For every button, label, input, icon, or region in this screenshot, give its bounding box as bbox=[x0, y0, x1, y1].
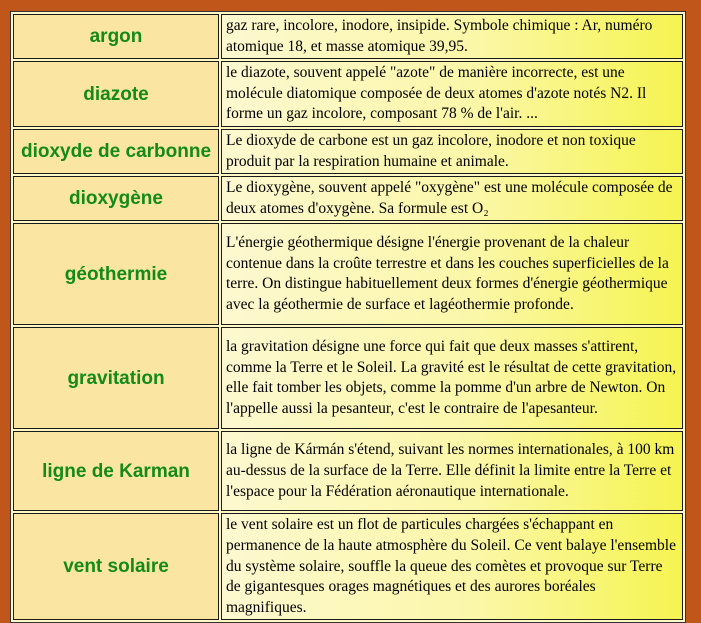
definition-cell: Le dioxyde de carbone est un gaz incolore, inodore et non toxique produit par la respiration humaine et animale. bbox=[221, 129, 683, 174]
table-row bbox=[13, 513, 683, 620]
definition-cell: le vent solaire est un flot de particules chargées s'échappant en permanence de la haute atmosphère du Soleil. Ce vent balaye l'ensemble du système solaire, souffle la queue des comètes et provoque sur Terre de gigantesques orages magnétiques et des aurores boréales magnifiques. bbox=[221, 513, 683, 620]
definition-cell: Le dioxygène, souvent appelé "oxygène" est une molécule composée de deux atomes d'oxygène. Sa formule est O₂ bbox=[221, 176, 683, 221]
term-cell: gravitation bbox=[13, 327, 219, 429]
term-cell: diazote bbox=[13, 61, 219, 127]
term-cell: vent solaire bbox=[13, 513, 219, 620]
table-row bbox=[13, 129, 683, 174]
term-cell: dioxygène bbox=[13, 176, 219, 221]
term-cell: ligne de Karman bbox=[13, 431, 219, 511]
definition-cell: la ligne de Kármán s'étend, suivant les normes internationales, à 100 km au-dessus de la surface de la Terre. Elle définit la limite entre la Terre et l'espace pour la Fédération aéronautique internationale. bbox=[221, 431, 683, 511]
table-row bbox=[13, 176, 683, 221]
definition-cell: le diazote, souvent appelé "azote" de manière incorrecte, est une molécule diatomique composée de deux atomes d'azote notés N2. Il forme un gaz incolore, composant 78 % de l'air. ... bbox=[221, 61, 683, 127]
definition-cell: L'énergie géothermique désigne l'énergie provenant de la chaleur contenue dans la croûte terrestre et dans les couches superficielles de la terre. On distingue habituellement deux formes d'énergie géothermique avec la géothermie de surface et lagéothermie profonde. bbox=[221, 223, 683, 325]
term-cell: géothermie bbox=[13, 223, 219, 325]
definition-cell: la gravitation désigne une force qui fait que deux masses s'attirent, comme la Terre et le Soleil. La gravité est le résultat de cette gravitation, elle fait tomber les objets, comme la pomme d'un arbre de Newton. On l'appelle aussi la pesanteur, c'est le contraire de l'apesanteur. bbox=[221, 327, 683, 429]
term-cell: dioxyde de carbonne bbox=[13, 129, 219, 174]
table-row bbox=[13, 223, 683, 325]
definition-cell: gaz rare, incolore, inodore, insipide. Symbole chimique : Ar, numéro atomique 18, et masse atomique 39,95. bbox=[221, 14, 683, 59]
table-row bbox=[13, 14, 683, 59]
table-row bbox=[13, 327, 683, 429]
term-cell: argon bbox=[13, 14, 219, 59]
glossary-table bbox=[10, 11, 686, 623]
table-row bbox=[13, 431, 683, 511]
table-row bbox=[13, 61, 683, 127]
